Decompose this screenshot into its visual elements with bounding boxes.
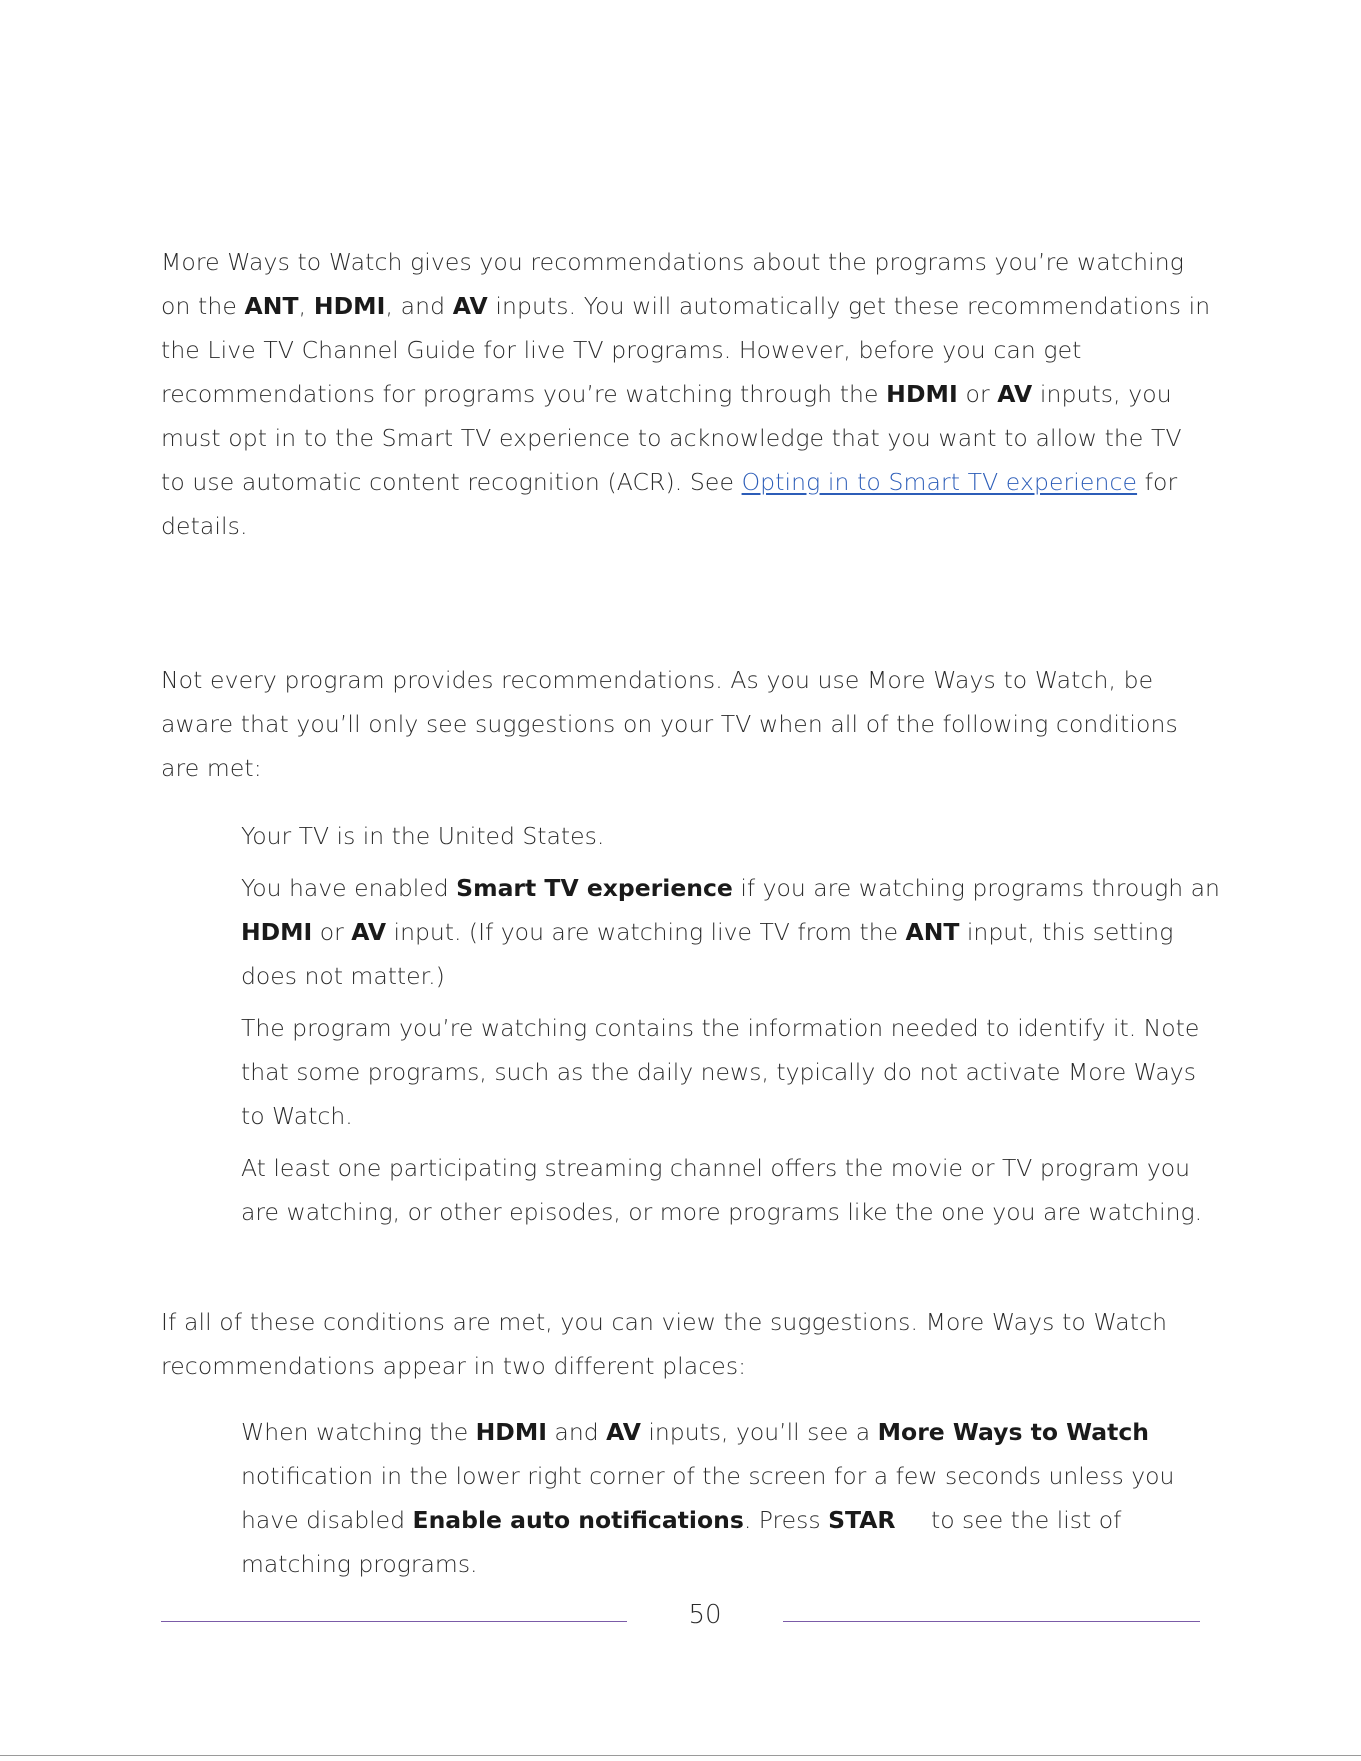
hdmi-input-label: HDMI: [475, 1418, 547, 1446]
conditions-intro-paragraph: Not every program provides recommendations. As you use More Ways to Watch, be aware that you’ll only see suggestions on your TV when all of the following conditions are met:: [161, 666, 1178, 782]
list-item: [241, 866, 1221, 998]
item-text: You have enabled: [241, 874, 457, 902]
opting-in-smart-tv-link[interactable]: Opting in to Smart TV experience: [741, 468, 1138, 496]
item-text: input, this setting does not matter.): [241, 918, 1174, 990]
item-text: inputs, you’ll see a: [640, 1418, 878, 1446]
item-text: and: [546, 1418, 607, 1446]
hdmi-input-label-2: HDMI: [886, 380, 958, 408]
intro-text-5: or: [957, 380, 998, 408]
page-bottom-edge: [0, 1755, 1361, 1756]
item-text: When watching the: [241, 1418, 476, 1446]
page-number: 50: [688, 1600, 722, 1630]
list-item: At least one participating streaming channel offers the movie or TV program you are watching, or other episodes, or more programs like the one you are watching.: [241, 1154, 1203, 1226]
intro-text-7: for details.: [161, 468, 1178, 540]
item-text: to see the list of matching programs.: [241, 1506, 1122, 1578]
av-input-label: AV: [452, 292, 488, 320]
intro-text-2: ,: [298, 292, 314, 320]
av-input-label: AV: [351, 918, 387, 946]
av-input-label: AV: [606, 1418, 641, 1446]
intro-text-6: inputs, you must opt in to the Smart TV experience to acknowledge that you want to allow the TV to use automatic content recognition (ACR). See: [161, 380, 1182, 496]
footer-rule-left: [161, 1621, 627, 1622]
footer-rule-right: [783, 1621, 1200, 1622]
av-input-label-2: AV: [997, 380, 1033, 408]
hdmi-input-label: HDMI: [313, 292, 386, 320]
ant-input-label: ANT: [244, 292, 299, 320]
enable-auto-notifications-label: Enable auto notifications: [412, 1506, 744, 1534]
suggestions-paragraph: If all of these conditions are met, you can view the suggestions. More Ways to Watch recommendations appear in two different places:: [161, 1308, 1168, 1380]
intro-text-1: More Ways to Watch gives you recommendations about the programs you’re watching on the: [161, 248, 1184, 320]
item-text: input. (If you are watching live TV from the: [386, 918, 906, 946]
list-item: [241, 1410, 1221, 1586]
item-text: . Press: [743, 1506, 829, 1534]
intro-text-3: , and: [385, 292, 453, 320]
intro-paragraph: [161, 240, 1211, 548]
hdmi-input-label: HDMI: [241, 918, 313, 946]
places-list: [241, 1410, 1221, 1594]
intro-text-4: inputs. You will automatically get these recommendations in the Live TV Channel Guide for live TV programs. However, before you can get recommendations for programs you’re watching through the: [161, 292, 1211, 408]
item-text: if you are watching programs through an: [732, 874, 1220, 902]
list-item: Your TV is in the United States.: [241, 822, 605, 850]
star-button-label: STAR: [828, 1506, 896, 1534]
ant-input-label: ANT: [905, 918, 960, 946]
item-text: notification in the lower right corner of the screen for a few seconds unless you have disabled: [241, 1462, 1175, 1534]
item-text: or: [312, 918, 352, 946]
smart-tv-experience-label: Smart TV experience: [456, 874, 733, 902]
conditions-list: [241, 814, 1221, 1242]
list-item: The program you’re watching contains the information needed to identify it. Note that some programs, such as the daily news, typically do not activate More Ways to Watch.: [241, 1014, 1200, 1130]
more-ways-to-watch-label: More Ways to Watch: [877, 1418, 1150, 1446]
